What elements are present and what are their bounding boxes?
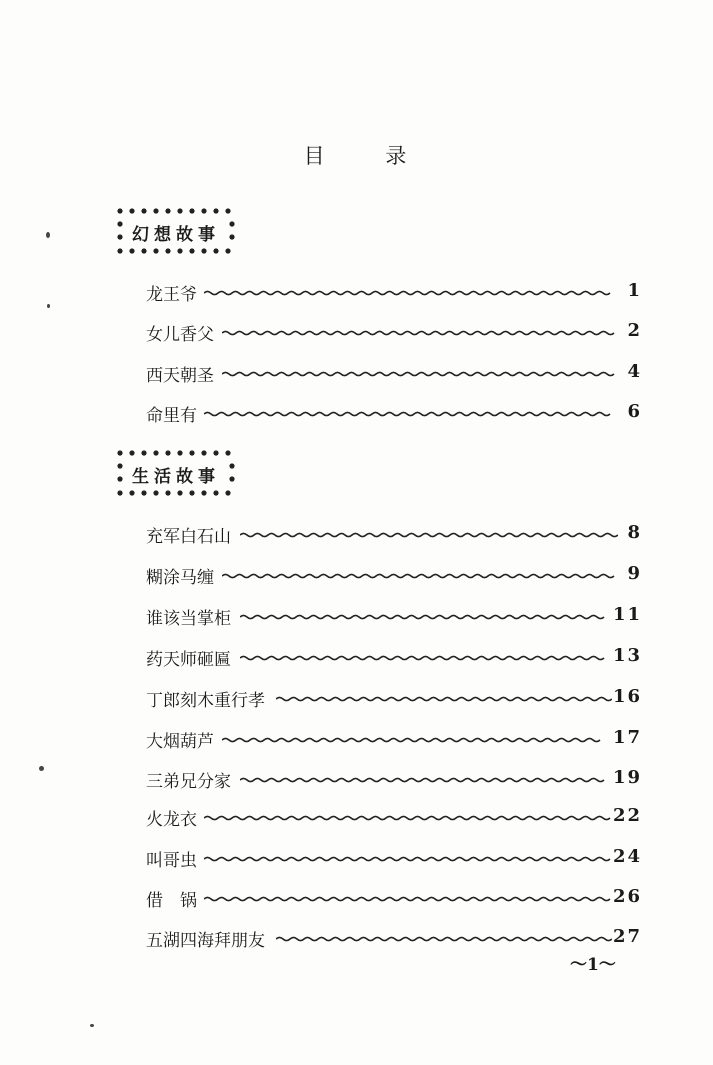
- section-heading: 生活故事: [132, 467, 220, 487]
- leader-wave-icon: [222, 367, 618, 381]
- leader-wave-icon: [240, 610, 612, 624]
- toc-entry[interactable]: [146, 361, 642, 387]
- toc-entry[interactable]: [146, 846, 642, 872]
- page-number-footer: ～1～: [570, 955, 616, 975]
- toc-entry[interactable]: [146, 926, 642, 952]
- title-char-2: 录: [385, 144, 410, 168]
- toc-entry[interactable]: [146, 767, 642, 793]
- entry-title: 三弟兄分家: [146, 772, 231, 792]
- toc-entry[interactable]: [146, 401, 642, 427]
- entry-page: 26: [612, 886, 642, 907]
- entry-title: 大烟葫芦: [146, 732, 214, 752]
- toc-entry[interactable]: [146, 686, 642, 712]
- leader-wave-icon: [222, 733, 612, 747]
- leader-wave-icon: [276, 692, 612, 706]
- entry-page: 1: [627, 280, 642, 301]
- entry-title: 借 锅: [146, 891, 197, 911]
- entry-title: 命里有: [146, 406, 197, 426]
- entry-title: 叫哥虫: [146, 851, 197, 871]
- entry-page: 6: [627, 401, 642, 422]
- entry-page: 11: [612, 604, 642, 625]
- toc-entry[interactable]: [146, 280, 642, 306]
- toc-entry[interactable]: [146, 563, 642, 589]
- section-heading-box: [114, 206, 238, 256]
- scan-speck: [46, 232, 50, 238]
- entry-title: 女儿香父: [146, 325, 214, 345]
- leader-wave-icon: [204, 286, 618, 300]
- entry-page: 19: [612, 767, 642, 788]
- toc-entry[interactable]: [146, 645, 642, 671]
- entry-title: 西天朝圣: [146, 366, 214, 386]
- scan-speck: [47, 304, 50, 308]
- entry-page: 2: [627, 320, 642, 341]
- leader-wave-icon: [204, 852, 612, 866]
- leader-wave-icon: [204, 892, 612, 906]
- entry-title: 五湖四海拜朋友: [146, 931, 265, 951]
- entry-page: 9: [627, 563, 642, 584]
- entry-page: 17: [612, 727, 642, 748]
- section-heading: 幻想故事: [132, 225, 220, 245]
- toc-entry[interactable]: [146, 805, 642, 831]
- entry-page: 8: [627, 522, 642, 543]
- toc-entry[interactable]: [146, 727, 642, 753]
- entry-title: 丁郎刻木重行孝: [146, 691, 265, 711]
- toc-entry[interactable]: [146, 604, 642, 630]
- entry-page: 24: [612, 846, 642, 867]
- entry-page: 13: [612, 645, 642, 666]
- entry-title: 火龙衣: [146, 810, 197, 830]
- leader-wave-icon: [204, 811, 612, 825]
- scan-speck: [39, 766, 44, 771]
- title-char-1: 目: [303, 144, 328, 168]
- scan-speck: [90, 1024, 94, 1027]
- toc-entry[interactable]: [146, 522, 642, 548]
- leader-wave-icon: [276, 932, 612, 946]
- entry-page: 27: [612, 926, 642, 947]
- entry-page: 22: [612, 805, 642, 826]
- leader-wave-icon: [204, 407, 618, 421]
- page-title: [0, 140, 713, 170]
- section-heading-box: [114, 448, 238, 498]
- entry-page: 16: [612, 686, 642, 707]
- leader-wave-icon: [240, 773, 612, 787]
- toc-entry[interactable]: [146, 320, 642, 346]
- toc-entry[interactable]: [146, 886, 642, 912]
- leader-wave-icon: [222, 326, 618, 340]
- entry-title: 糊涂马缠: [146, 568, 214, 588]
- leader-wave-icon: [240, 651, 612, 665]
- entry-page: 4: [627, 361, 642, 382]
- entry-title: 龙王爷: [146, 285, 197, 305]
- leader-wave-icon: [240, 528, 618, 542]
- leader-wave-icon: [222, 569, 618, 583]
- entry-title: 药天师砸匾: [146, 650, 231, 670]
- entry-title: 谁该当掌柜: [146, 609, 231, 629]
- entry-title: 充军白石山: [146, 527, 231, 547]
